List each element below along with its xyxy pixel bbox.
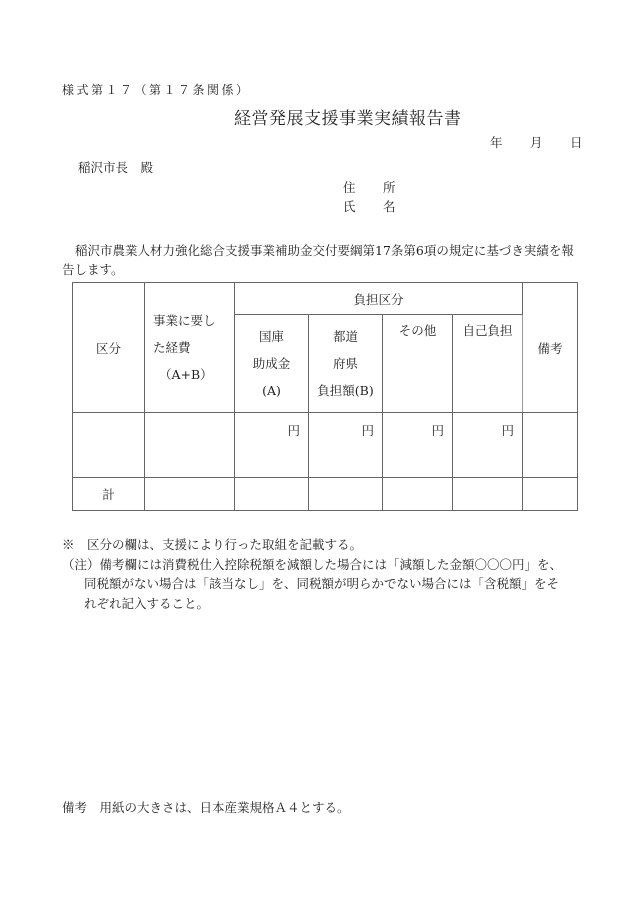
address-label-1: 住 xyxy=(343,180,356,195)
notes xyxy=(62,535,562,613)
header-prefecture-burden xyxy=(309,315,383,413)
header-cost-line1: 事業に要し xyxy=(153,313,216,328)
cell-other-input[interactable] xyxy=(383,413,453,478)
total-national-input[interactable] xyxy=(235,478,309,511)
address-label-2: 所 xyxy=(383,180,396,195)
total-other-input[interactable] xyxy=(383,478,453,511)
cell-self-input[interactable] xyxy=(453,413,523,478)
header-other: その他 xyxy=(383,315,453,413)
header-category: 区分 xyxy=(73,283,145,413)
document-title: 経営発展支援事業実績報告書 xyxy=(234,109,462,129)
header-national-subsidy xyxy=(235,315,309,413)
header-prefecture-line2: 府県 xyxy=(332,356,358,371)
total-prefecture-input[interactable] xyxy=(309,478,383,511)
table-row xyxy=(73,413,578,478)
header-self-burden: 自己負担 xyxy=(453,315,523,413)
cell-prefecture-input[interactable] xyxy=(309,413,383,478)
total-row xyxy=(73,478,578,511)
date-year-label: 年 xyxy=(490,135,503,150)
header-national-line3: (A) xyxy=(262,383,281,398)
cell-category-input[interactable] xyxy=(73,413,145,478)
date-month-label: 月 xyxy=(530,135,543,150)
yen-unit: 円 xyxy=(501,423,515,438)
note-remarks-line1: （注）備考欄には消費税仕入控除税額を減額した場合には「減額した金額〇〇〇円」を、 xyxy=(62,556,563,572)
report-table xyxy=(72,282,578,511)
total-label: 計 xyxy=(73,478,145,511)
report-statement: 稲沢市農業人材力強化総合支援事業補助金交付要綱第17条第6項の規定に基づき実績を報告します。 xyxy=(62,243,574,277)
cell-cost-input[interactable] xyxy=(145,413,235,478)
addressee: 稲沢市長 殿 xyxy=(78,160,154,175)
cell-remarks-input[interactable] xyxy=(523,413,578,478)
cell-national-input[interactable] xyxy=(235,413,309,478)
total-remarks-input[interactable] xyxy=(523,478,578,511)
total-cost-input[interactable] xyxy=(145,478,235,511)
name-label-1: 氏 xyxy=(343,199,356,214)
header-cost xyxy=(145,283,235,413)
header-burden-group: 負担区分 xyxy=(235,283,523,315)
form-number: 様式第１７（第１７条関係） xyxy=(62,83,251,97)
header-cost-line3: （A+B） xyxy=(159,367,213,382)
yen-unit: 円 xyxy=(431,423,444,438)
total-self-input[interactable] xyxy=(453,478,523,511)
header-prefecture-line1: 都道 xyxy=(332,329,358,344)
header-cost-line2: た経費 xyxy=(153,340,191,355)
date-day-label: 日 xyxy=(570,135,583,150)
yen-unit: 円 xyxy=(361,423,374,438)
header-remarks: 備考 xyxy=(523,283,578,413)
note-category: ※ 区分の欄は、支援により行った取組を記載する。 xyxy=(62,537,363,552)
name-label-2: 名 xyxy=(383,199,396,214)
yen-unit: 円 xyxy=(287,423,300,438)
header-national-line2: 助成金 xyxy=(252,356,291,371)
header-national-line1: 国庫 xyxy=(258,329,284,344)
note-remarks-line2: 同税額がない場合は「該当なし」を、同税額が明らかでない場合には「含税額」をそ xyxy=(84,576,560,591)
paper-size-note: 備考 用紙の大きさは、日本産業規格Ａ４とする。 xyxy=(62,800,350,815)
note-remarks-line3: れぞれ記入すること。 xyxy=(84,595,210,611)
header-prefecture-line3: 負担額(B) xyxy=(317,383,374,398)
